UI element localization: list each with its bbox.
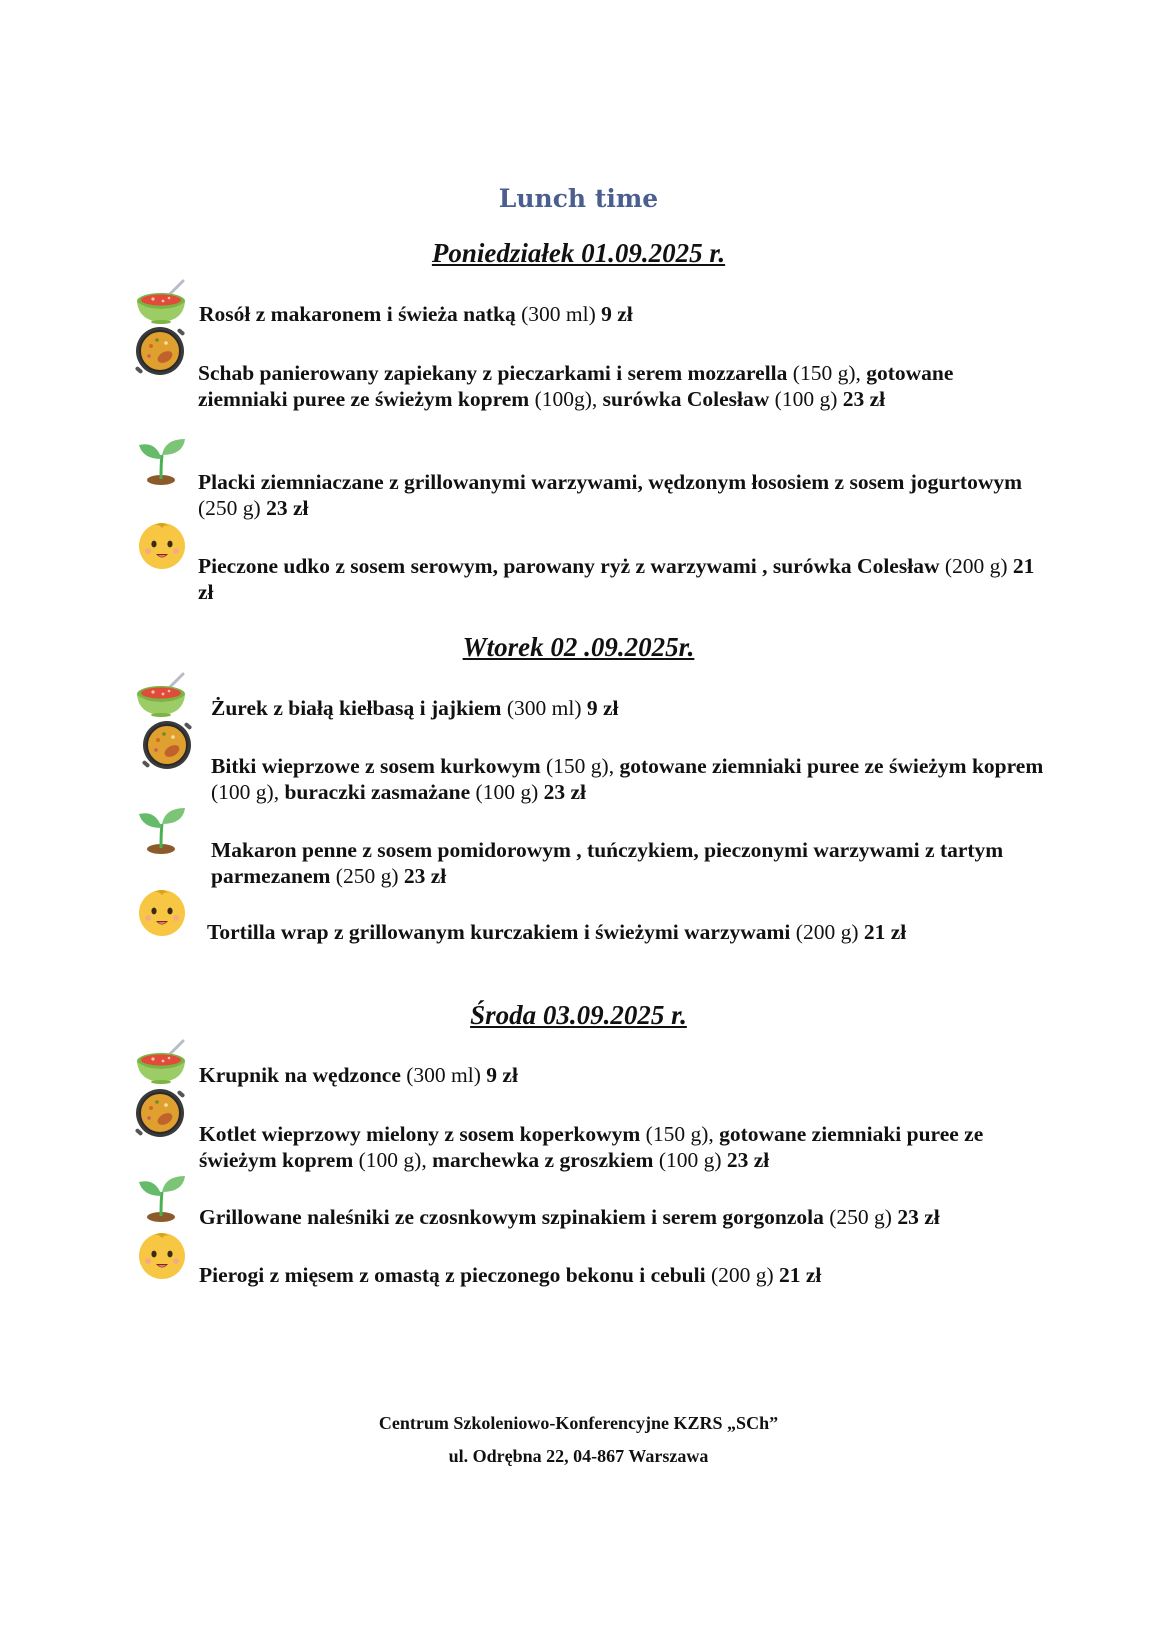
menu-item [198,360,1038,412]
menu-item [211,837,1051,889]
portion-text: (100 g) [653,1148,727,1172]
portion-text: (300 ml) [501,696,587,720]
portion-text: (250 g) [198,496,267,520]
portion-text: (100 g), [353,1148,433,1172]
dish-text: Żurek z białą kiełbasą i jajkiem [211,696,502,720]
menu-item [198,553,1038,605]
menu-item [211,753,1051,805]
baby-icon [135,885,189,939]
dish-text: 23 zł [543,780,587,804]
dish-text: 23 zł [403,864,447,888]
menu-item [199,1204,1039,1230]
dish-text: Placki ziemniaczane z grillowanymi warzywami, wędzonym łososiem z sosem jogurtowym [198,470,1023,494]
portion-text: (150 g), [640,1122,720,1146]
menu-item [198,469,1038,521]
footer-organization: Centrum Szkoleniowo-Konferencyjne KZRS „SCh” [378,1413,779,1433]
dish-text: gotowane ziemniaki puree ze świeżym koprem [619,754,1044,778]
portion-text: (300 ml) [515,302,602,326]
dish-text: Grillowane naleśniki ze czosnkowym szpinakiem i serem gorgonzola [199,1205,824,1229]
baby-icon [135,518,189,572]
day-heading-monday: Poniedziałek 01.09.2025 r. [431,238,726,268]
menu-item [199,1262,1039,1288]
day-heading-tuesday: Wtorek 02 .09.2025r. [462,632,695,662]
dish-text: 9 zł [586,696,619,720]
dish-text: 23 zł [266,496,309,520]
dish-text: surówka Colesław [602,387,770,411]
paella-icon [133,1086,187,1140]
dish-text: Rosół z makaronem i świeża natką [199,302,516,326]
dish-text: 9 zł [601,302,633,326]
portion-text: (300 ml) [400,1063,487,1087]
dish-text: Krupnik na wędzonce [199,1063,401,1087]
soup-icon [135,670,189,724]
menu-item [199,301,1039,327]
dish-text: 9 zł [486,1063,518,1087]
paella-icon [133,324,187,378]
menu-item [199,1121,1039,1173]
day-heading-wednesday: Środa 03.09.2025 r. [470,1000,687,1030]
portion-text: (250 g) [823,1205,898,1229]
footer-address: ul. Odrębna 22, 04-867 Warszawa [448,1446,709,1466]
portion-text: (200 g) [795,920,864,944]
portion-text: (100 g), [211,780,285,804]
menu-item [199,1062,1039,1088]
portion-text: (200 g) [939,554,1013,578]
portion-text: (100 g) [769,387,843,411]
soup-icon [135,277,189,331]
dish-text: Pieczone udko z sosem serowym, parowany ryż z warzywami , surówka Colesław [198,554,940,578]
portion-text: (100 g) [470,780,544,804]
dish-text: 21 zł [863,920,907,944]
portion-text: (150 g), [540,754,620,778]
dish-text: gotowane ziemniaki puree ze świeżym koprem [198,361,954,411]
dish-text: Tortilla wrap z grillowanym kurczakiem i świeżymi warzywami [207,920,796,944]
dish-text: Schab panierowany zapiekany z pieczarkami i serem mozzarella [198,361,788,385]
soup-icon [135,1037,189,1091]
dish-text: 23 zł [842,387,886,411]
portion-text: (200 g) [705,1263,780,1287]
dish-text: 23 zł [897,1205,940,1229]
baby-icon [135,1228,189,1282]
dish-text: 21 zł [779,1263,822,1287]
dish-text: 23 zł [726,1148,770,1172]
dish-text: buraczki zasmażane [284,780,471,804]
dish-text: marchewka z groszkiem [432,1148,654,1172]
seedling-icon [135,802,189,856]
portion-text: (150 g), [787,361,867,385]
page-title: Lunch time [498,184,659,213]
portion-text: (100g), [529,387,603,411]
paella-icon [140,718,194,772]
dish-text: 21 zł [198,554,1035,604]
portion-text: (250 g) [330,864,404,888]
menu-item [211,695,1051,721]
dish-text: Pierogi z mięsem z omastą z pieczonego bekonu i cebuli [199,1263,706,1287]
dish-text: Bitki wieprzowe z sosem kurkowym [211,754,541,778]
seedling-icon [135,1170,189,1224]
dish-text: gotowane ziemniaki puree ze świeżym koprem [199,1122,984,1172]
dish-text: Kotlet wieprzowy mielony z sosem koperkowym [199,1122,641,1146]
menu-item [207,919,1047,945]
dish-text: Makaron penne z sosem pomidorowym , tuńczykiem, pieczonymi warzywami z tartym parmezanem [211,838,1004,888]
seedling-icon [135,433,189,487]
